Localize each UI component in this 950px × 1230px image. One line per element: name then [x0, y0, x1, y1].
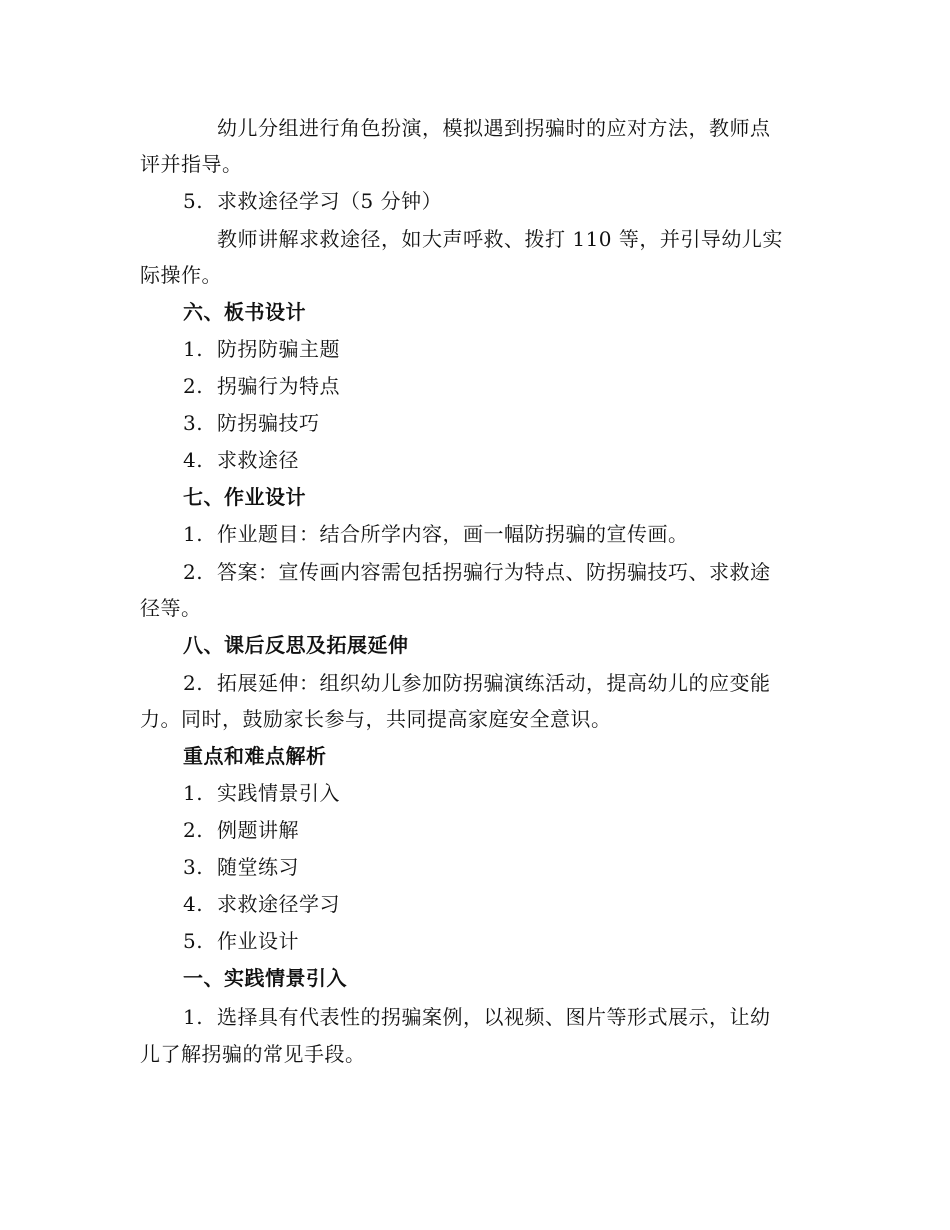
key-points-item — [183, 928, 299, 954]
list-number: 5. — [183, 929, 204, 953]
reflection-item — [183, 670, 771, 696]
reflection-heading: 八、课后反思及拓展延伸 — [183, 633, 409, 657]
board-design-heading: 六、板书设计 — [183, 300, 306, 324]
list-number: 2. — [183, 374, 204, 398]
key-points-item — [183, 817, 299, 843]
list-text: 答案：宣传画内容需包括拐骗行为特点、防拐骗技巧、求救途 — [217, 560, 771, 584]
list-text: 拓展延伸：组织幼儿参加防拐骗演练活动，提高幼儿的应变能 — [217, 671, 771, 695]
board-design-item — [183, 336, 340, 362]
list-text: 求救途径 — [217, 448, 299, 472]
rescue-paragraph-line-1: 教师讲解求救途径，如大声呼救、拨打 110 等，并引导幼儿实 — [217, 227, 783, 251]
list-number: 2. — [183, 560, 204, 584]
list-text: 选择具有代表性的拐骗案例，以视频、图片等形式展示，让幼 — [217, 1005, 771, 1029]
key-points-item — [183, 891, 340, 917]
list-number: 1. — [183, 522, 204, 546]
list-text: 拐骗行为特点 — [217, 374, 340, 398]
homework-item-1 — [183, 521, 689, 547]
key-points-item — [183, 780, 340, 806]
step5-text: 求救途径学习（5 分钟） — [217, 189, 443, 213]
list-number: 4. — [183, 448, 204, 472]
list-number: 3. — [183, 855, 204, 879]
list-text: 防拐骗技巧 — [217, 411, 320, 435]
list-text: 作业设计 — [217, 929, 299, 953]
list-number: 1. — [183, 1005, 204, 1029]
rescue-paragraph-line-2: 际操作。 — [140, 263, 222, 287]
list-number: 2. — [183, 671, 204, 695]
list-number: 3. — [183, 411, 204, 435]
practice-intro-heading: 一、实践情景引入 — [183, 966, 347, 990]
list-text: 作业题目：结合所学内容，画一幅防拐骗的宣传画。 — [217, 522, 689, 546]
homework-heading: 七、作业设计 — [183, 485, 306, 509]
roleplay-paragraph-line-1: 幼儿分组进行角色扮演，模拟遇到拐骗时的应对方法，教师点 — [217, 116, 771, 140]
list-number: 2. — [183, 818, 204, 842]
board-design-item — [183, 410, 320, 436]
list-text: 随堂练习 — [217, 855, 299, 879]
list-text: 防拐防骗主题 — [217, 337, 340, 361]
homework-item-2 — [183, 559, 771, 585]
list-number: 1. — [183, 781, 204, 805]
list-text: 例题讲解 — [217, 818, 299, 842]
key-points-heading: 重点和难点解析 — [183, 744, 327, 768]
homework-item-2-continuation: 径等。 — [140, 596, 202, 620]
key-points-item — [183, 854, 299, 880]
practice-intro-item-continuation: 儿了解拐骗的常见手段。 — [140, 1042, 366, 1066]
step5-item — [183, 188, 442, 214]
reflection-item-continuation: 力。同时，鼓励家长参与，共同提高家庭安全意识。 — [140, 707, 612, 731]
step5-number: 5. — [183, 189, 204, 213]
list-number: 4. — [183, 892, 204, 916]
board-design-item — [183, 447, 299, 473]
board-design-item — [183, 373, 340, 399]
practice-intro-item — [183, 1004, 771, 1030]
list-number: 1. — [183, 337, 204, 361]
roleplay-paragraph-line-2: 评并指导。 — [140, 152, 243, 176]
list-text: 实践情景引入 — [217, 781, 340, 805]
list-text: 求救途径学习 — [217, 892, 340, 916]
